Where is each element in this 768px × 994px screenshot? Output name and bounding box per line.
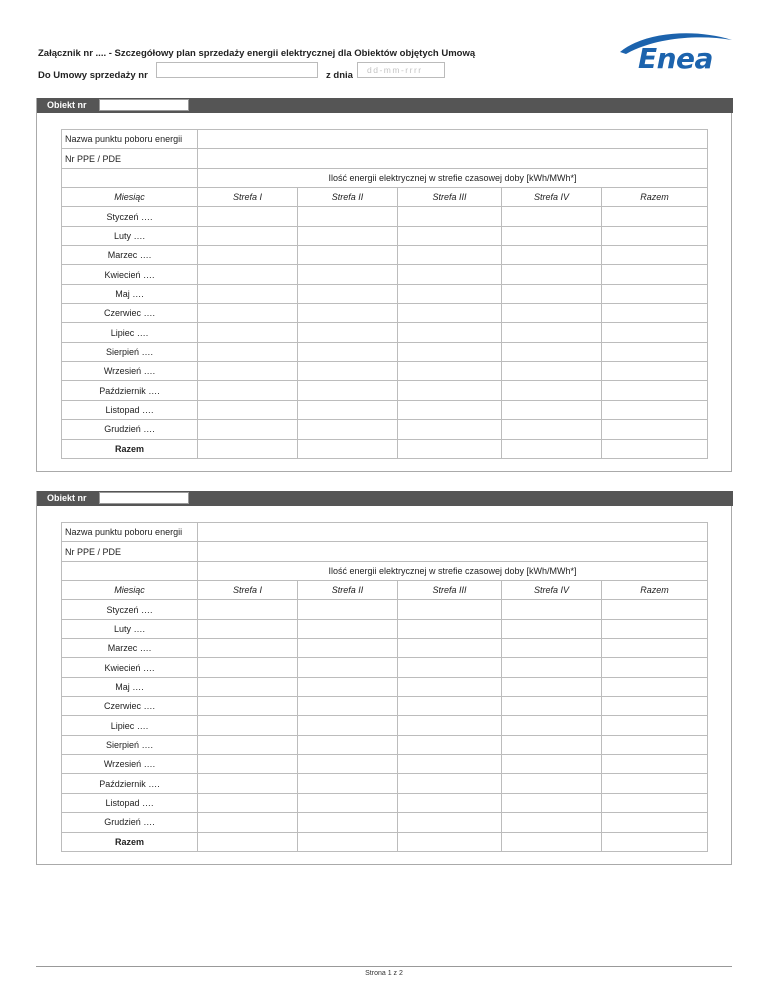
value-cell[interactable] <box>398 697 502 716</box>
value-cell[interactable] <box>602 323 708 342</box>
month-label: Listopad …. <box>62 400 198 419</box>
value-cell[interactable] <box>502 265 602 284</box>
value-cell[interactable] <box>398 716 502 735</box>
energy-header: Ilość energii elektrycznej w strefie czasowej doby [kWh/MWh*] <box>198 561 708 580</box>
value-cell[interactable] <box>298 813 398 832</box>
empty-cell <box>62 561 198 580</box>
total-cell[interactable] <box>602 832 708 851</box>
value-cell[interactable] <box>198 420 298 439</box>
point-name-field[interactable] <box>198 130 708 149</box>
table-row <box>62 542 708 561</box>
value-cell[interactable] <box>502 639 602 658</box>
value-cell[interactable] <box>298 323 398 342</box>
value-cell[interactable] <box>502 246 602 265</box>
column-header: Miesiąc <box>62 581 198 600</box>
month-label: Grudzień …. <box>62 420 198 439</box>
month-label: Wrzesień …. <box>62 362 198 381</box>
value-cell[interactable] <box>298 400 398 419</box>
total-cell[interactable] <box>502 832 602 851</box>
value-cell[interactable] <box>198 226 298 245</box>
table-row <box>62 342 708 361</box>
table-header-row <box>62 188 708 207</box>
value-cell[interactable] <box>298 420 398 439</box>
month-label: Październik …. <box>62 774 198 793</box>
table-row <box>62 755 708 774</box>
table-row <box>62 793 708 812</box>
total-cell[interactable] <box>198 439 298 458</box>
value-cell[interactable] <box>398 304 502 323</box>
value-cell[interactable] <box>502 677 602 696</box>
value-cell[interactable] <box>602 658 708 677</box>
ppe-label: Nr PPE / PDE <box>62 149 198 168</box>
value-cell[interactable] <box>198 342 298 361</box>
value-cell[interactable] <box>502 284 602 303</box>
table-row <box>62 619 708 638</box>
date-label: z dnia <box>326 70 353 81</box>
total-cell[interactable] <box>298 832 398 851</box>
table-row <box>62 420 708 439</box>
value-cell[interactable] <box>198 813 298 832</box>
value-cell[interactable] <box>198 400 298 419</box>
month-label: Lipiec …. <box>62 716 198 735</box>
value-cell[interactable] <box>398 600 502 619</box>
value-cell[interactable] <box>198 793 298 812</box>
energy-plan-table <box>61 129 708 459</box>
value-cell[interactable] <box>298 658 398 677</box>
value-cell[interactable] <box>298 793 398 812</box>
value-cell[interactable] <box>602 265 708 284</box>
value-cell[interactable] <box>398 639 502 658</box>
value-cell[interactable] <box>398 677 502 696</box>
section-header <box>37 491 733 506</box>
value-cell[interactable] <box>398 342 502 361</box>
value-cell[interactable] <box>298 381 398 400</box>
value-cell[interactable] <box>602 362 708 381</box>
value-cell[interactable] <box>502 600 602 619</box>
value-cell[interactable] <box>502 658 602 677</box>
value-cell[interactable] <box>298 265 398 284</box>
column-header: Strefa I <box>198 188 298 207</box>
value-cell[interactable] <box>602 755 708 774</box>
ppe-label: Nr PPE / PDE <box>62 542 198 561</box>
date-field[interactable]: dd-mm-rrrr <box>357 62 445 78</box>
value-cell[interactable] <box>398 658 502 677</box>
value-cell[interactable] <box>198 600 298 619</box>
table-row <box>62 207 708 226</box>
table-row <box>62 774 708 793</box>
total-label: Razem <box>62 439 198 458</box>
value-cell[interactable] <box>398 793 502 812</box>
month-label: Czerwiec …. <box>62 304 198 323</box>
value-cell[interactable] <box>398 420 502 439</box>
value-cell[interactable] <box>198 207 298 226</box>
value-cell[interactable] <box>298 716 398 735</box>
month-label: Styczeń …. <box>62 207 198 226</box>
value-cell[interactable] <box>502 813 602 832</box>
value-cell[interactable] <box>502 619 602 638</box>
value-cell[interactable] <box>298 639 398 658</box>
table-row <box>62 381 708 400</box>
total-cell[interactable] <box>398 832 502 851</box>
column-header: Strefa III <box>398 188 502 207</box>
table-row <box>62 130 708 149</box>
table-row <box>62 284 708 303</box>
table-row <box>62 561 708 580</box>
value-cell[interactable] <box>602 342 708 361</box>
value-cell[interactable] <box>198 716 298 735</box>
ppe-field[interactable] <box>198 149 708 168</box>
value-cell[interactable] <box>502 323 602 342</box>
point-name-field[interactable] <box>198 523 708 542</box>
table-row <box>62 600 708 619</box>
month-label: Kwiecień …. <box>62 658 198 677</box>
value-cell[interactable] <box>198 755 298 774</box>
table-row <box>62 304 708 323</box>
month-label: Marzec …. <box>62 246 198 265</box>
value-cell[interactable] <box>602 716 708 735</box>
section-header <box>37 98 733 113</box>
column-header: Miesiąc <box>62 188 198 207</box>
table-row <box>62 735 708 754</box>
page-number: Strona 1 z 2 <box>365 970 403 977</box>
value-cell[interactable] <box>502 226 602 245</box>
value-cell[interactable] <box>298 735 398 754</box>
table-row <box>62 168 708 187</box>
object-section <box>36 98 732 472</box>
month-label: Sierpień …. <box>62 735 198 754</box>
value-cell[interactable] <box>298 342 398 361</box>
energy-header: Ilość energii elektrycznej w strefie czasowej doby [kWh/MWh*] <box>198 168 708 187</box>
table-row <box>62 716 708 735</box>
value-cell[interactable] <box>398 362 502 381</box>
value-cell[interactable] <box>198 619 298 638</box>
footer-divider <box>36 966 732 967</box>
value-cell[interactable] <box>602 677 708 696</box>
value-cell[interactable] <box>602 284 708 303</box>
value-cell[interactable] <box>398 323 502 342</box>
column-header: Strefa III <box>398 581 502 600</box>
table-header-row <box>62 581 708 600</box>
value-cell[interactable] <box>398 774 502 793</box>
value-cell[interactable] <box>298 304 398 323</box>
value-cell[interactable] <box>502 735 602 754</box>
table-row <box>62 362 708 381</box>
value-cell[interactable] <box>298 619 398 638</box>
value-cell[interactable] <box>398 207 502 226</box>
table-row <box>62 658 708 677</box>
value-cell[interactable] <box>602 420 708 439</box>
total-cell[interactable] <box>298 439 398 458</box>
column-header: Strefa II <box>298 188 398 207</box>
value-cell[interactable] <box>398 246 502 265</box>
value-cell[interactable] <box>602 381 708 400</box>
energy-plan-table <box>61 522 708 852</box>
table-row <box>62 439 708 458</box>
total-cell[interactable] <box>502 439 602 458</box>
value-cell[interactable] <box>198 284 298 303</box>
value-cell[interactable] <box>398 755 502 774</box>
month-label: Luty …. <box>62 619 198 638</box>
table-row <box>62 323 708 342</box>
total-label: Razem <box>62 832 198 851</box>
total-cell[interactable] <box>398 439 502 458</box>
value-cell[interactable] <box>398 226 502 245</box>
value-cell[interactable] <box>602 697 708 716</box>
point-name-label: Nazwa punktu poboru energii <box>62 130 198 149</box>
value-cell[interactable] <box>198 677 298 696</box>
value-cell[interactable] <box>602 600 708 619</box>
column-header: Strefa II <box>298 581 398 600</box>
object-number-field[interactable] <box>99 492 189 504</box>
value-cell[interactable] <box>502 381 602 400</box>
table-row <box>62 400 708 419</box>
value-cell[interactable] <box>198 304 298 323</box>
value-cell[interactable] <box>602 246 708 265</box>
total-cell[interactable] <box>198 832 298 851</box>
column-header: Strefa IV <box>502 581 602 600</box>
value-cell[interactable] <box>298 207 398 226</box>
total-cell[interactable] <box>602 439 708 458</box>
empty-cell <box>62 168 198 187</box>
value-cell[interactable] <box>198 265 298 284</box>
value-cell[interactable] <box>198 658 298 677</box>
value-cell[interactable] <box>398 813 502 832</box>
table-row <box>62 246 708 265</box>
table-row <box>62 813 708 832</box>
point-name-label: Nazwa punktu poboru energii <box>62 523 198 542</box>
value-cell[interactable] <box>198 323 298 342</box>
value-cell[interactable] <box>502 342 602 361</box>
value-cell[interactable] <box>502 793 602 812</box>
table-row <box>62 523 708 542</box>
table-row <box>62 226 708 245</box>
document-title: Załącznik nr .... - Szczegółowy plan sprzedaży energii elektrycznej dla Obiektów objętych Umową <box>38 48 476 59</box>
value-cell[interactable] <box>502 362 602 381</box>
month-label: Sierpień …. <box>62 342 198 361</box>
table-row <box>62 832 708 851</box>
table-row <box>62 697 708 716</box>
month-label: Lipiec …. <box>62 323 198 342</box>
month-label: Maj …. <box>62 677 198 696</box>
value-cell[interactable] <box>502 207 602 226</box>
value-cell[interactable] <box>198 774 298 793</box>
value-cell[interactable] <box>298 755 398 774</box>
value-cell[interactable] <box>198 246 298 265</box>
month-label: Grudzień …. <box>62 813 198 832</box>
value-cell[interactable] <box>298 246 398 265</box>
value-cell[interactable] <box>502 716 602 735</box>
object-number-label: Obiekt nr <box>47 100 87 110</box>
contract-number-label: Do Umowy sprzedaży nr <box>38 70 148 81</box>
enea-logo <box>614 30 738 80</box>
value-cell[interactable] <box>298 226 398 245</box>
column-header: Strefa I <box>198 581 298 600</box>
value-cell[interactable] <box>198 639 298 658</box>
value-cell[interactable] <box>298 284 398 303</box>
value-cell[interactable] <box>602 304 708 323</box>
value-cell[interactable] <box>298 677 398 696</box>
value-cell[interactable] <box>298 600 398 619</box>
value-cell[interactable] <box>198 735 298 754</box>
month-label: Listopad …. <box>62 793 198 812</box>
month-label: Marzec …. <box>62 639 198 658</box>
month-label: Styczeń …. <box>62 600 198 619</box>
value-cell[interactable] <box>298 697 398 716</box>
object-section <box>36 491 732 865</box>
value-cell[interactable] <box>502 774 602 793</box>
value-cell[interactable] <box>602 813 708 832</box>
value-cell[interactable] <box>602 226 708 245</box>
month-label: Kwiecień …. <box>62 265 198 284</box>
value-cell[interactable] <box>602 400 708 419</box>
value-cell[interactable] <box>398 400 502 419</box>
month-label: Październik …. <box>62 381 198 400</box>
table-row <box>62 639 708 658</box>
contract-number-field[interactable] <box>156 62 318 78</box>
value-cell[interactable] <box>602 774 708 793</box>
value-cell[interactable] <box>502 400 602 419</box>
value-cell[interactable] <box>398 735 502 754</box>
value-cell[interactable] <box>398 381 502 400</box>
value-cell[interactable] <box>602 639 708 658</box>
table-row <box>62 265 708 284</box>
column-header: Razem <box>602 581 708 600</box>
value-cell[interactable] <box>502 304 602 323</box>
column-header: Strefa IV <box>502 188 602 207</box>
month-label: Maj …. <box>62 284 198 303</box>
value-cell[interactable] <box>602 207 708 226</box>
value-cell[interactable] <box>298 362 398 381</box>
value-cell[interactable] <box>602 735 708 754</box>
logo-text: Enea <box>638 42 713 75</box>
value-cell[interactable] <box>602 619 708 638</box>
ppe-field[interactable] <box>198 542 708 561</box>
value-cell[interactable] <box>198 697 298 716</box>
table-row <box>62 677 708 696</box>
month-label: Luty …. <box>62 226 198 245</box>
value-cell[interactable] <box>602 793 708 812</box>
value-cell[interactable] <box>398 284 502 303</box>
value-cell[interactable] <box>198 362 298 381</box>
value-cell[interactable] <box>398 265 502 284</box>
table-row <box>62 149 708 168</box>
object-number-field[interactable] <box>99 99 189 111</box>
month-label: Wrzesień …. <box>62 755 198 774</box>
object-number-label: Obiekt nr <box>47 493 87 503</box>
column-header: Razem <box>602 188 708 207</box>
month-label: Czerwiec …. <box>62 697 198 716</box>
value-cell[interactable] <box>502 755 602 774</box>
value-cell[interactable] <box>502 420 602 439</box>
value-cell[interactable] <box>298 774 398 793</box>
value-cell[interactable] <box>502 697 602 716</box>
value-cell[interactable] <box>198 381 298 400</box>
value-cell[interactable] <box>398 619 502 638</box>
